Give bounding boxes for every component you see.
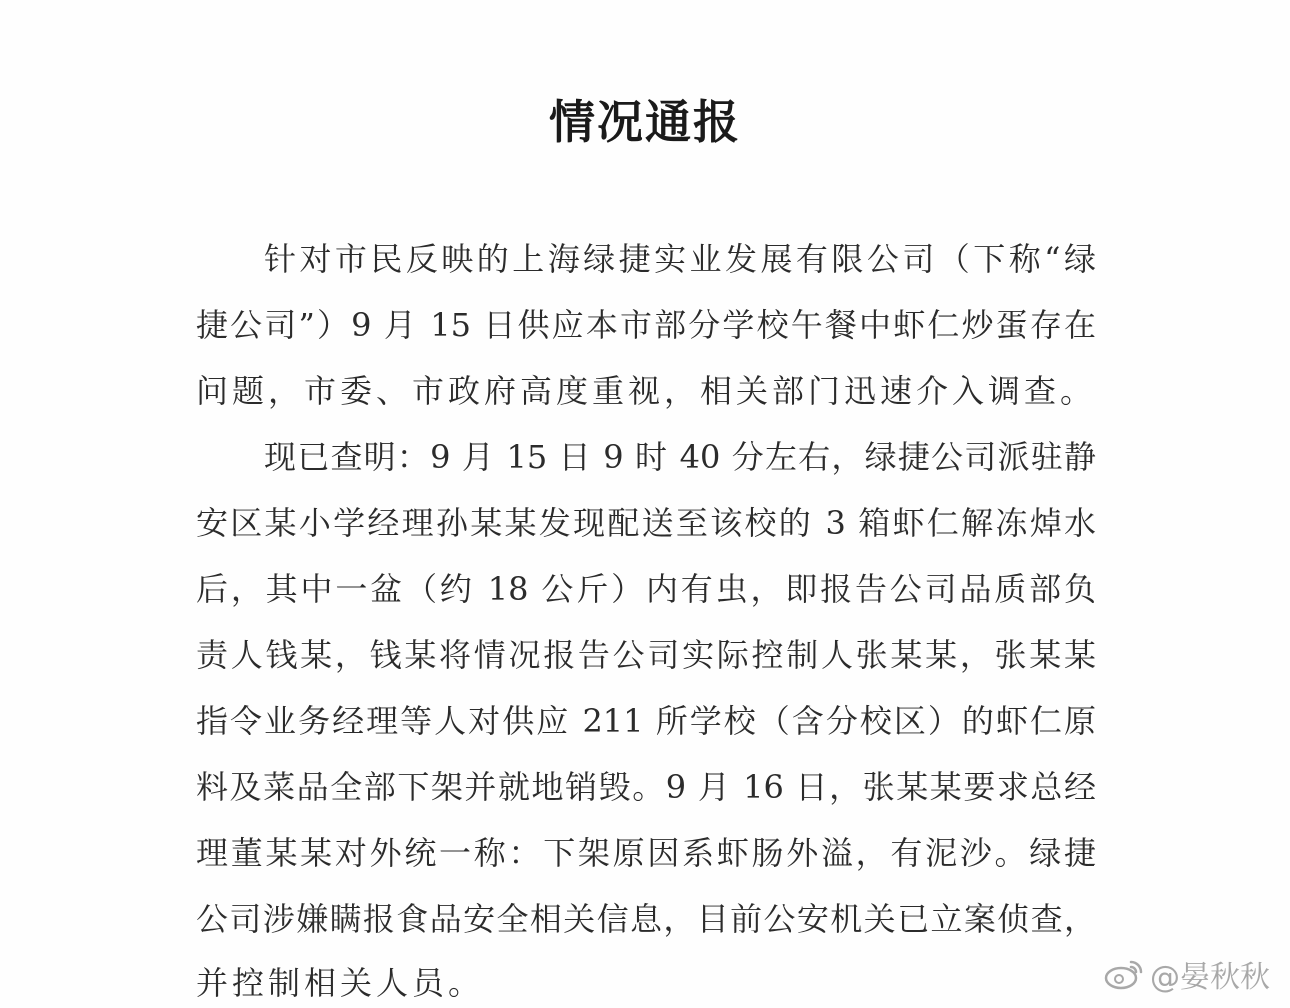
paragraph-line: 并控制相关人员。 [196, 964, 485, 1002]
paragraph-line: 公司涉嫌瞒报食品安全相关信息，目前公安机关已立案侦查， [196, 900, 1096, 938]
watermark-handle: @晏秋秋 [1150, 960, 1270, 995]
paragraph-line: 后，其中一盆（约 18 公斤）内有虫，即报告公司品质部负 [196, 570, 1096, 608]
paragraph-line: 理董某某对外统一称：下架原因系虾肠外溢，有泥沙。绿捷 [196, 834, 1096, 872]
document-title: 情况通报 [549, 95, 741, 149]
paragraph-line: 针对市民反映的上海绿捷实业发展有限公司（下称“绿 [264, 240, 1096, 278]
paragraph-line: 责人钱某，钱某将情况报告公司实际控制人张某某，张某某 [196, 636, 1096, 674]
paragraph-line: 问题，市委、市政府高度重视，相关部门迅速介入调查。 [196, 372, 1097, 410]
paragraph-line: 现已查明：9 月 15 日 9 时 40 分左右，绿捷公司派驻静 [264, 438, 1096, 476]
weibo-icon [1104, 958, 1144, 990]
paragraph-line: 安区某小学经理孙某某发现配送至该校的 3 箱虾仁解冻焯水 [196, 504, 1096, 542]
paragraph-line: 料及菜品全部下架并就地销毁。9 月 16 日，张某某要求总经 [196, 768, 1096, 806]
weibo-watermark [1104, 952, 1270, 996]
paragraph-line: 指令业务经理等人对供应 211 所学校（含分校区）的虾仁原 [196, 702, 1096, 740]
paragraph-line: 捷公司”）9 月 15 日供应本市部分学校午餐中虾仁炒蛋存在 [196, 306, 1096, 344]
